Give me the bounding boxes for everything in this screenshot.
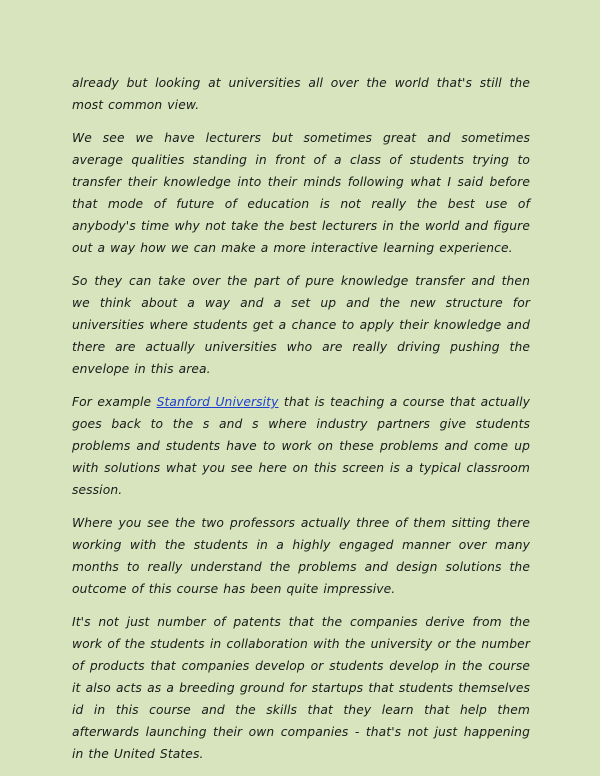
paragraph-2: We see we have lecturers but sometimes great and sometimes average qualities standing in front of a class of students trying to transfer their knowledge into their minds following what I said before that mode of future of education is not really the best use of anybody's time why not take the best lecturers in the world and figure out a way how we can make a more interactive learning experience.	[72, 131, 530, 255]
paragraph-3: So they can take over the part of pure knowledge transfer and then we think about a way and a set up and the new structure for universities where students get a chance to apply their knowledge and there are actually universities who are really driving pushing the envelope in this area.	[72, 274, 530, 376]
paragraph-4-body: that is teaching a course that actually goes back to the s and s where industry partners give students problems and students have to work on these problems and come up with solutions what you see here on this screen is a typical classroom session.	[72, 395, 530, 497]
paragraph-4-intro: For example	[72, 395, 157, 409]
paragraph-1: already but looking at universities all over the world that's still the most common view.	[72, 76, 530, 112]
paragraph-6: It's not just number of patents that the companies derive from the work of the students in collaboration with the university or the number of products that companies develop or students develop in the course it also acts as a breeding ground for startups that students themselves id in this course and the skills that they learn that help them afterwards launching their own companies - that's not just happening in the United States.	[72, 615, 530, 761]
paragraph-5: Where you see the two professors actually three of them sitting there working with the students in a highly engaged manner over many months to really understand the problems and design solutions the outcome of this course has been quite impressive.	[72, 516, 530, 596]
stanford-university-link[interactable]: Stanford University	[156, 395, 279, 409]
paragraph-4	[72, 391, 530, 501]
